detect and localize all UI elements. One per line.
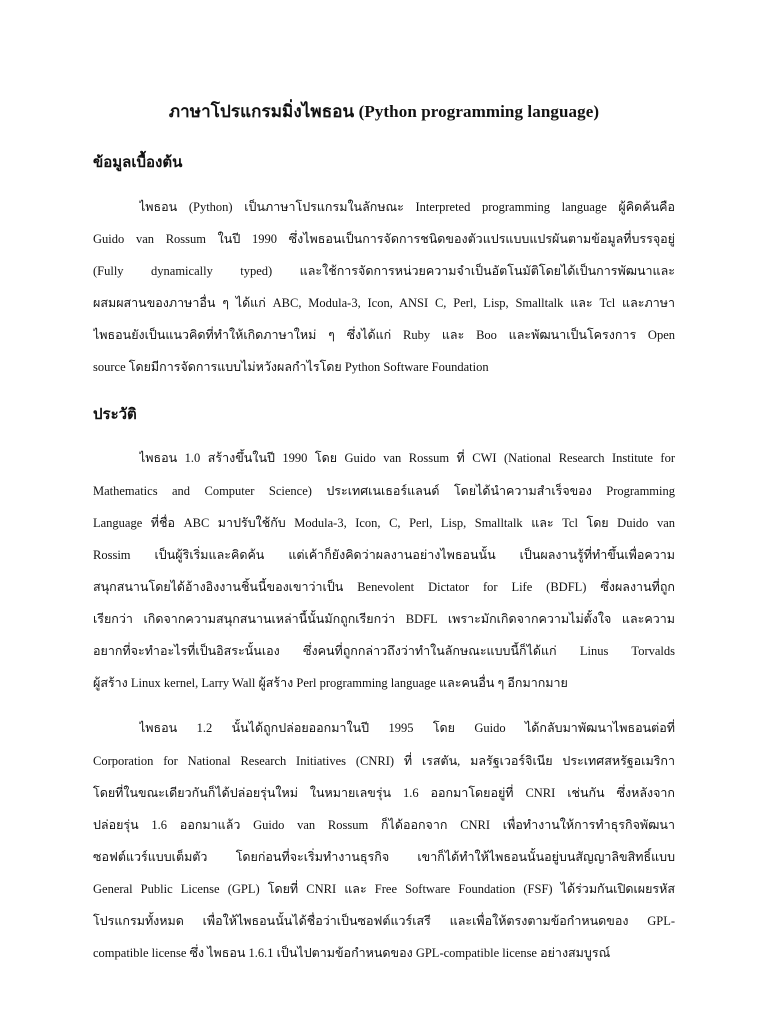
- paragraph-line: ไพธอน 1.2 นั้นได้ถูกปล่อยออกมาในปี 1995 โดย Guido ได้กลับมาพัฒนาไพธอนต่อที่: [139, 721, 675, 735]
- paragraph-line: (Fully dynamically typed) และใช้การจัดการหน่วยความจำเป็นอัตโนมัติโดยได้เป็นการพัฒนาและ: [93, 264, 675, 278]
- paragraph-line: ผู้สร้าง Linux kernel, Larry Wall ผู้สร้าง Perl programming language และคนอื่น ๆ อีกมากมาย: [93, 676, 568, 690]
- paragraph-line: สนุกสนานโดยได้อ้างอิงงานชิ้นนี้ของเขาว่าเป็น Benevolent Dictator for Life (BDFL) ซึ่งผลงานที่ถูก: [93, 580, 675, 594]
- paragraph-line: compatible license ซึ่ง ไพธอน 1.6.1 เป็นไปตามข้อกำหนดของ GPL-compatible license อย่างสมบูรณ์: [93, 946, 611, 960]
- paragraph-line: ไพธอน 1.0 สร้างขึ้นในปี 1990 โดย Guido van Rossum ที่ CWI (National Research Institute for: [139, 451, 675, 465]
- paragraph-line: ผสมผสานของภาษาอื่น ๆ ได้แก่ ABC, Modula-3, Icon, ANSI C, Perl, Lisp, Smalltalk และ Tcl และภาษา: [93, 296, 675, 310]
- paragraph-line: Mathematics and Computer Science) ประเทศเนเธอร์แลนด์ โดยได้นำความสำเร็จของ Programming: [93, 484, 675, 498]
- paragraph-line: อยากที่จะทำอะไรที่เป็นอิสระนั้นเอง ซึ่งคนที่ถูกกล่าวถึงว่าทำในลักษณะแบบนี้ก็ได้แก่ Linus Torvalds: [93, 644, 675, 658]
- paragraph-line: โดยที่ในขณะเดียวกันก็ได้ปล่อยรุ่นใหม่ ในหมายเลขรุ่น 1.6 ออกมาโดยอยู่ที่ CNRI เช่นกัน ซึ่งหลังจาก: [93, 786, 675, 800]
- section-heading-history: ประวัติ: [93, 407, 137, 423]
- paragraph-line: Rossim เป็นผู้ริเริ่มและคิดค้น แต่เค้าก็ยังคิดว่าผลงานอย่างไพธอนนั้น เป็นผลงานรู้ที่ทำขึ้นเพื่อความ: [93, 548, 675, 562]
- paragraph-line: ไพธอนยังเป็นแนวคิดที่ทำให้เกิดภาษาใหม่ ๆ ซึ่งได้แก่ Ruby และ Boo และพัฒนาเป็นโครงการ Open: [93, 328, 675, 342]
- paragraph-line: เรียกว่า เกิดจากความสนุกสนานเหล่านี้นั้นมักถูกเรียกว่า BDFL เพราะมักเกิดจากความไม่ตั้งใจ และความ: [93, 612, 675, 626]
- paragraph-line: General Public License (GPL) โดยที่ CNRI และ Free Software Foundation (FSF) ได้ร่วมกันเปิดเผยรหัส: [93, 882, 675, 896]
- paragraph-line: ไพธอน (Python) เป็นภาษาโปรแกรมในลักษณะ Interpreted programming language ผู้คิดค้นคือ: [139, 200, 675, 214]
- paragraph-line: ปล่อยรุ่น 1.6 ออกมาแล้ว Guido van Rossum ก็ได้ออกจาก CNRI เพื่อทำงานให้การทำธุรกิจพัฒนา: [93, 818, 675, 832]
- paragraph-line: โปรแกรมทั้งหมด เพื่อให้ไพธอนนั้นได้ชื่อว่าเป็นซอฟต์แวร์เสรี และเพื่อให้ตรงตามข้อกำหนดของ GPL-: [93, 914, 675, 928]
- paragraph-line: Language ที่ชื่อ ABC มาปรับใช้กับ Modula-3, Icon, C, Perl, Lisp, Smalltalk และ Tcl โดย Duido van: [93, 516, 675, 530]
- paragraph-line: source โดยมีการจัดการแบบไม่หวังผลกำไรโดย Python Software Foundation: [93, 360, 489, 374]
- section-heading-intro: ข้อมูลเบื้องต้น: [93, 155, 183, 171]
- paragraph-line: Corporation for National Research Initiatives (CNRI) ที่ เรสตัน, มลรัฐเวอร์จิเนีย ประเทศสหรัฐอเมริกา: [93, 754, 675, 768]
- document-title: ภาษาโปรแกรมมิ่งไพธอน (Python programming language): [168, 102, 600, 121]
- paragraph-line: Guido van Rossum ในปี 1990 ซึ่งไพธอนเป็นการจัดการชนิดของตัวแปรแบบแปรผันตามข้อมูลที่บรรจุอยู่: [93, 232, 675, 246]
- paragraph-line: ซอฟต์แวร์แบบเต็มตัว โดยก่อนที่จะเริ่มทำงานธุรกิจ เขาก็ได้ทำให้ไพธอนนั้นอยู่บนสัญญาลิขสิทธิ์แบบ: [93, 850, 675, 864]
